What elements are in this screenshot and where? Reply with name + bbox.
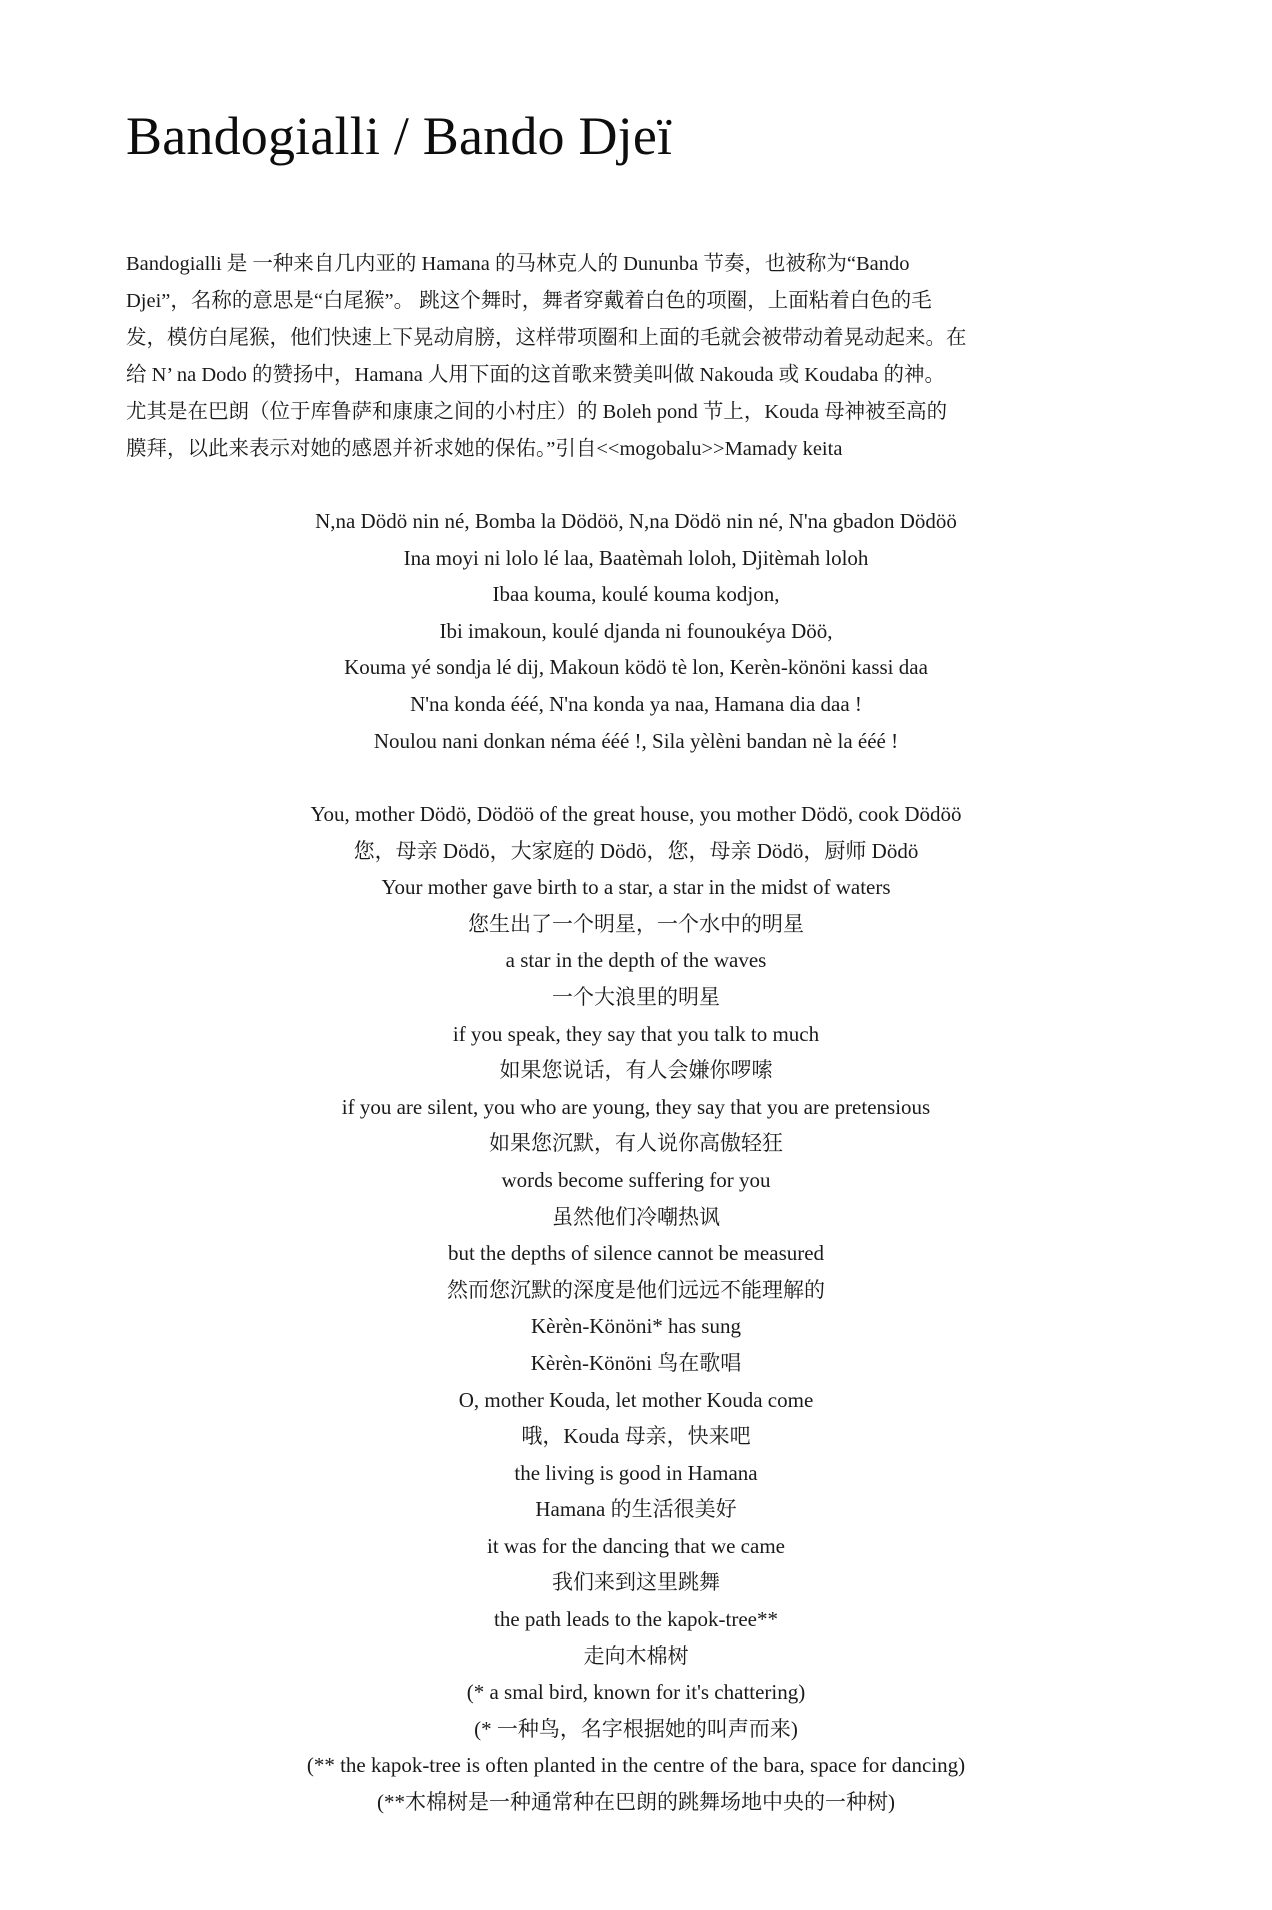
lyric-line: Kouma yé sondja lé dij, Makoun ködö tè lon, Kerèn-könöni kassi daa [344, 655, 928, 680]
intro-line: 膜拜，以此来表示对她的感恩并祈求她的保佑。”引自<<mogobalu>>Mamady keita [126, 438, 843, 460]
song-translation [0, 796, 1272, 1821]
translation-line-en: a star in the depth of the waves [505, 948, 767, 973]
translation-line-zh: 走向木棉树 [583, 1643, 689, 1668]
translation-line-zh: Kèrèn-Könöni 鸟在歌唱 [530, 1350, 742, 1375]
translation-line-zh: 如果您沉默，有人说你高傲轻狂 [489, 1131, 783, 1156]
translation-line-en: the path leads to the kapok-tree** [494, 1607, 778, 1632]
translation-line-en: if you are silent, you who are young, they say that you are pretensious [341, 1094, 931, 1119]
intro-line: 发，模仿白尾猴，他们快速上下晃动肩膀，这样带项圈和上面的毛就会被带动着晃动起来。在 [126, 327, 967, 349]
translation-line-en: the living is good in Hamana [514, 1460, 758, 1485]
footnote-en: (** the kapok-tree is often planted in the centre of the bara, space for dancing) [306, 1753, 966, 1778]
translation-line-zh: 您，母亲 Dödö，大家庭的 Dödö，您，母亲 Dödö，厨师 Dödö [353, 838, 919, 863]
translation-line-en: but the depths of silence cannot be measured [447, 1241, 825, 1266]
lyric-line: Ibaa kouma, koulé kouma kodjon, [492, 582, 780, 607]
intro-line: Bandogialli 是 一种来自几内亚的 Hamana 的马林克人的 Dununba 节奏，也被称为“Bando [126, 253, 910, 275]
intro-line: Djei”，名称的意思是“白尾猴”。 跳这个舞时，舞者穿戴着白色的项圈，上面粘着白色的毛 [126, 290, 932, 312]
translation-line-zh: 然而您沉默的深度是他们远远不能理解的 [447, 1277, 825, 1302]
translation-line-zh: 您生出了一个明星，一个水中的明星 [468, 911, 804, 936]
intro-line: 尤其是在巴朗（位于库鲁萨和康康之间的小村庄）的 Boleh pond 节上，Kouda 母神被至高的 [126, 401, 948, 423]
translation-line-zh: Hamana 的生活很美好 [535, 1497, 737, 1522]
lyric-line: Ibi imakoun, koulé djanda ni founoukéya Döö, [439, 618, 833, 643]
lyric-line: Ina moyi ni lolo lé laa, Baatèmah loloh, Djitèmah loloh [403, 545, 869, 570]
footnote-zh: (**木棉树是一种通常种在巴朗的跳舞场地中央的一种树) [377, 1790, 895, 1815]
lyric-line: N,na Dödö nin né, Bomba la Dödöö, N,na Dödö nin né, N'na gbadon Dödöö [315, 509, 957, 533]
translation-line-en: it was for the dancing that we came [487, 1533, 785, 1558]
lyric-line: N'na konda ééé, N'na konda ya naa, Hamana dia daa ! [410, 691, 862, 716]
translation-line-en: You, mother Dödö, Dödöö of the great house, you mother Dödö, cook Dödöö [310, 802, 962, 826]
translation-line-en: Your mother gave birth to a star, a star in the midst of waters [381, 875, 891, 900]
translation-line-en: Kèrèn-Könöni* has sung [531, 1314, 741, 1339]
footnote-zh: (* 一种鸟，名字根据她的叫声而来) [474, 1716, 798, 1741]
translation-line-zh: 虽然他们冷嘲热讽 [552, 1204, 720, 1229]
translation-line-en: words become suffering for you [501, 1167, 771, 1192]
translation-line-en: O, mother Kouda, let mother Kouda come [458, 1387, 814, 1412]
song-original-lyrics [0, 503, 1272, 759]
page-title: Bandogialli / Bando Djeï [126, 106, 673, 166]
translation-line-zh: 如果您说话，有人会嫌你啰嗦 [499, 1058, 773, 1083]
translation-line-en: if you speak, they say that you talk to much [452, 1021, 820, 1046]
translation-line-zh: 我们来到这里跳舞 [552, 1570, 720, 1595]
translation-line-zh: 哦，Kouda 母亲，快来吧 [521, 1424, 751, 1449]
lyric-line: Noulou nani donkan néma ééé !, Sila yèlèni bandan nè la ééé ! [373, 728, 899, 753]
footnote-en: (* a smal bird, known for it's chattering) [466, 1680, 806, 1705]
translation-line-zh: 一个大浪里的明星 [552, 984, 720, 1009]
intro-paragraph [126, 246, 1136, 468]
intro-line: 给 N’ na Dodo 的赞扬中，Hamana 人用下面的这首歌来赞美叫做 Nakouda 或 Koudaba 的神。 [126, 364, 945, 386]
